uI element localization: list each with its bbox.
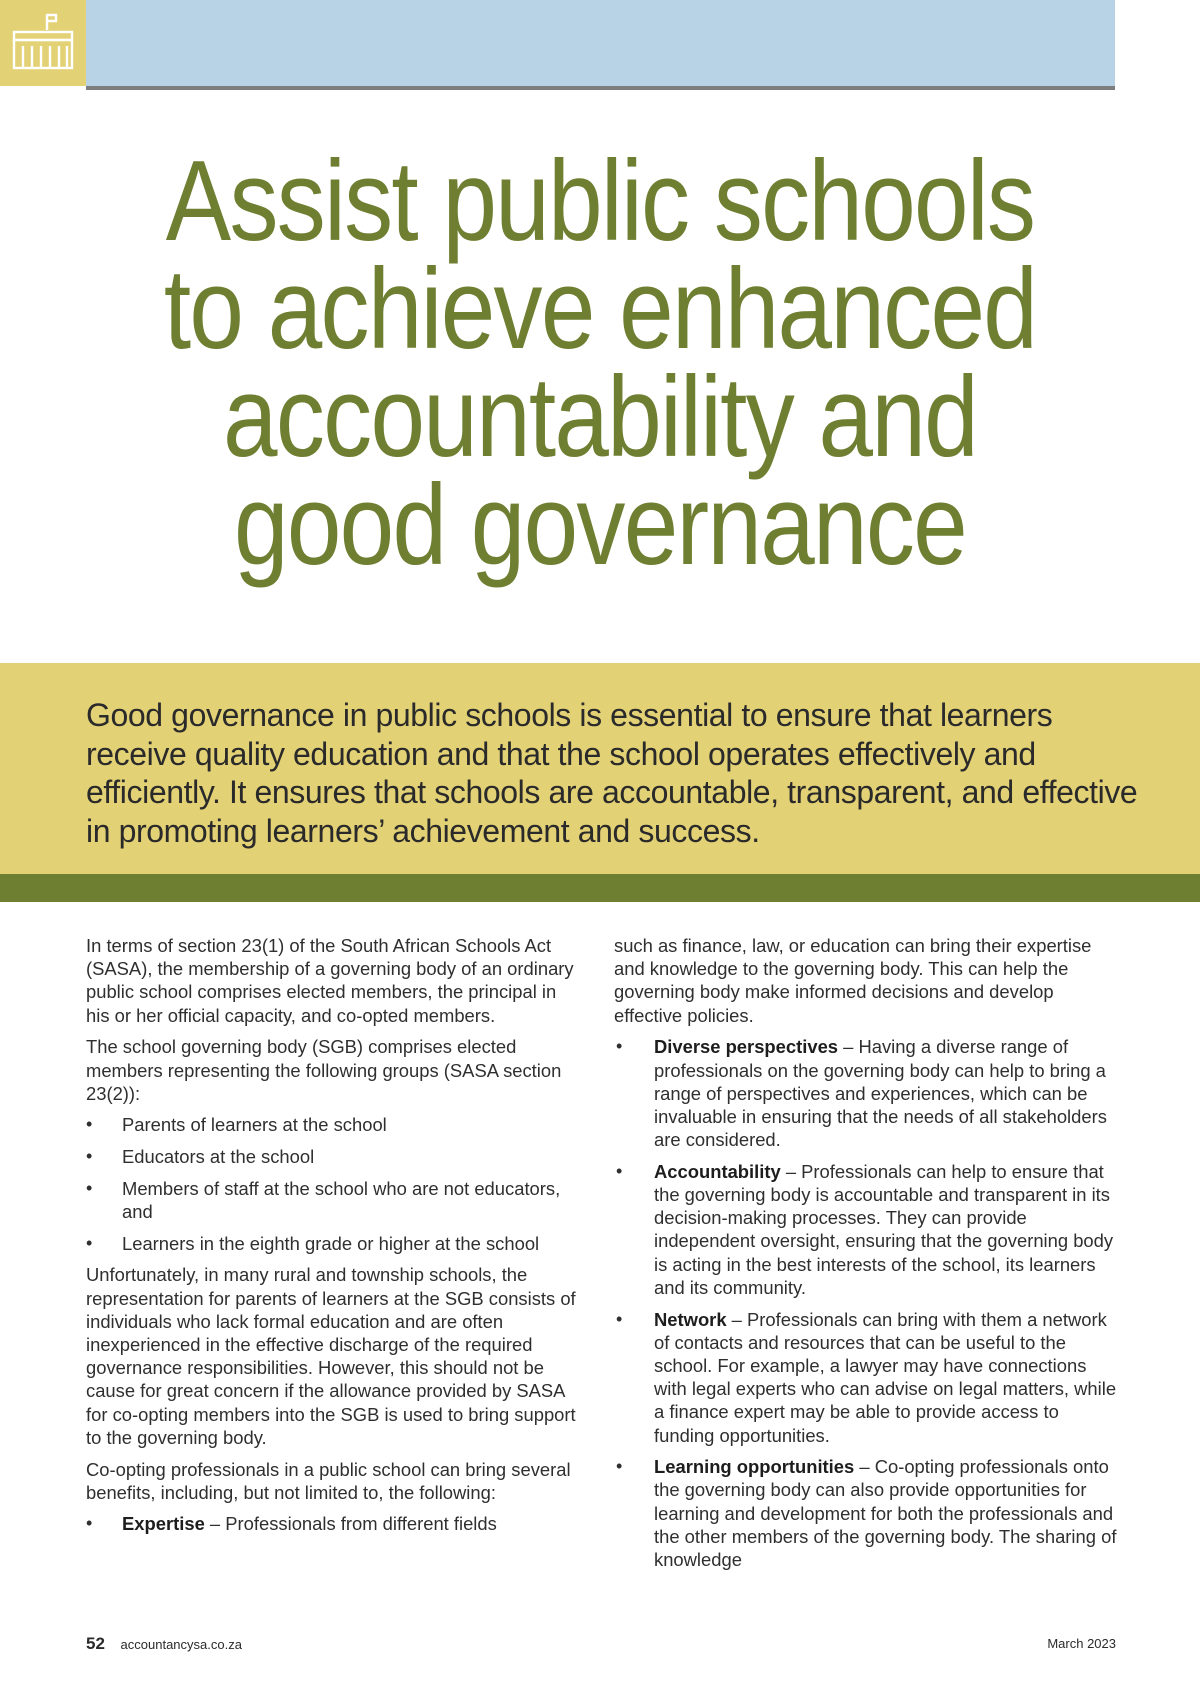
title-line: accountability and	[223, 354, 977, 481]
issue-date: March 2023	[1047, 1636, 1116, 1651]
list-item: • Educators at the school	[86, 1145, 582, 1168]
benefit-term: Expertise	[122, 1513, 205, 1535]
article-title	[136, 138, 1065, 589]
list-item	[614, 1160, 1122, 1299]
header-bar	[86, 0, 1115, 90]
benefits-list	[614, 1035, 1122, 1571]
body-paragraph: Co-opting professionals in a public school can bring several benefits, including, but not limited to, the following:	[86, 1458, 571, 1503]
title-line: to achieve enhanced	[163, 246, 1037, 373]
website-link[interactable]: accountancysa.co.za	[120, 1637, 242, 1652]
benefit-text: – Professionals can help to ensure that the governing body is accountable and transparent in its decision-making processes. They can provide independent oversight, ensuring that the governing body is acting in the best interests of the school, its learners and its community.	[654, 1160, 1114, 1298]
list-item	[614, 1308, 1122, 1447]
list-item	[614, 1035, 1122, 1151]
divider-band	[0, 874, 1200, 902]
benefit-term: Diverse perspectives	[654, 1036, 839, 1058]
benefit-text: – Professionals can bring with them a network of contacts and resources that can be useful to the school. For example, a lawyer may have connections with legal experts who can advise on legal matters, while a finance expert may be able to provide access to funding opportunities.	[654, 1308, 1117, 1446]
section-logo	[0, 0, 86, 86]
body-paragraph: such as finance, law, or education can bring their expertise and knowledge to the governing body. This can help the governing body make informed decisions and develop effective policies.	[614, 935, 1092, 1026]
benefit-text: – Professionals from different fields	[204, 1513, 497, 1535]
body-paragraph: Unfortunately, in many rural and township schools, the representation for parents of learners at the SGB consists of individuals who lack formal education and are often inexperienced in the effective discharge of the required governance responsibilities. However, this should not be cause for great concern if the allowance provided by SASA for co-opting members into the SGB is used to bring support to the governing body.	[86, 1264, 576, 1448]
list-item	[614, 1455, 1122, 1571]
list-item: • Members of staff at the school who are not educators, and	[86, 1177, 582, 1223]
benefit-term: Accountability	[654, 1160, 781, 1182]
body-column-left	[86, 934, 582, 1544]
body-paragraph: The school governing body (SGB) comprises elected members representing the following groups (SASA section 23(2)):	[86, 1036, 562, 1104]
title-line: good governance	[234, 462, 966, 589]
intro-text: Good governance in public schools is essential to ensure that learners receive quality education and that the school operates effectively and efficiently. It ensures that schools are accountable, transparent, and effective in promoting learners’ achievement and success.	[86, 697, 1138, 849]
list-item	[86, 1512, 582, 1535]
benefit-text: – Having a diverse range of professionals on the governing body can help to bring a range of perspectives and experiences, which can be invaluable in ensuring that the needs of all stakeholders are considered.	[654, 1036, 1107, 1151]
page-number: 52	[86, 1634, 105, 1653]
sgb-groups-list	[86, 1113, 582, 1255]
title-line: Assist public schools	[165, 138, 1035, 265]
body-column-right	[614, 934, 1122, 1580]
intro-band	[0, 663, 1200, 874]
school-building-icon	[10, 10, 76, 76]
benefit-term: Network	[654, 1308, 727, 1330]
footer-left	[86, 1632, 242, 1656]
benefit-text: – Co-opting professionals onto the governing body can also provide opportunities for learning and development for both the professionals and the other members of the governing body. The sharing of knowledge	[654, 1456, 1117, 1571]
benefit-term: Learning opportunities	[654, 1456, 855, 1478]
list-item: • Parents of learners at the school	[86, 1113, 582, 1136]
benefits-list-start	[86, 1512, 582, 1535]
body-paragraph: In terms of section 23(1) of the South African Schools Act (SASA), the membership of a governing body of an ordinary public school comprises elected members, the principal in his or her official capacity, and co-opted members.	[86, 935, 574, 1026]
list-item: • Learners in the eighth grade or higher at the school	[86, 1232, 582, 1255]
